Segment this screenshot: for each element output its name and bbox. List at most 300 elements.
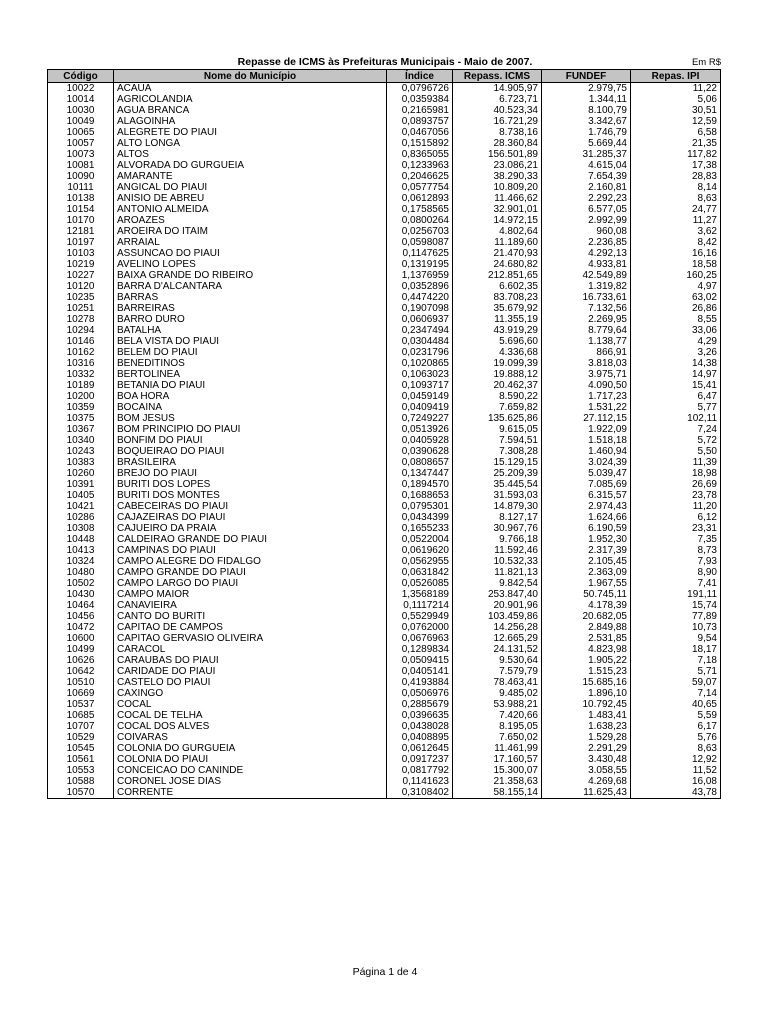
table-row: [48, 215, 721, 226]
cell-index: 0,2165981: [387, 105, 453, 116]
cell-ipi: 102,11: [631, 413, 721, 424]
cell-icms: 103.459,86: [453, 611, 542, 622]
cell-code: 10111: [48, 182, 114, 193]
table-row: [48, 413, 721, 424]
cell-code: 10456: [48, 611, 114, 622]
cell-fundef: 1.531,22: [542, 402, 631, 413]
cell-index: 0,0459149: [387, 391, 453, 402]
cell-code: 10332: [48, 369, 114, 380]
table-row: [48, 402, 721, 413]
column-header-municipality: Nome do Município: [114, 70, 387, 83]
cell-fundef: 1.896,10: [542, 688, 631, 699]
cell-municipality: BENEDITINOS: [114, 358, 387, 369]
cell-code: 10413: [48, 545, 114, 556]
table-row: [48, 138, 721, 149]
cell-icms: 24.680,82: [453, 259, 542, 270]
cell-index: 0,2046625: [387, 171, 453, 182]
cell-ipi: 21,35: [631, 138, 721, 149]
cell-icms: 11.189,60: [453, 237, 542, 248]
table-row: [48, 622, 721, 633]
cell-code: 10421: [48, 501, 114, 512]
cell-code: 10502: [48, 578, 114, 589]
cell-icms: 8.127,17: [453, 512, 542, 523]
cell-icms: 24.131,52: [453, 644, 542, 655]
cell-fundef: 1.483,41: [542, 710, 631, 721]
cell-ipi: 5,71: [631, 666, 721, 677]
cell-ipi: 23,78: [631, 490, 721, 501]
cell-icms: 14.905,97: [453, 83, 542, 95]
cell-fundef: 3.818,03: [542, 358, 631, 369]
cell-icms: 10.809,20: [453, 182, 542, 193]
cell-index: 0,0795301: [387, 501, 453, 512]
cell-index: 0,1117214: [387, 600, 453, 611]
currency-unit-note: Em R$: [691, 57, 721, 68]
cell-icms: 11.592,46: [453, 545, 542, 556]
cell-municipality: ALTOS: [114, 149, 387, 160]
cell-index: 0,4193884: [387, 677, 453, 688]
cell-code: 10570: [48, 787, 114, 799]
cell-ipi: 7,93: [631, 556, 721, 567]
cell-code: 10529: [48, 732, 114, 743]
cell-code: 10170: [48, 215, 114, 226]
cell-icms: 4.336,68: [453, 347, 542, 358]
cell-icms: 7.594,51: [453, 435, 542, 446]
cell-fundef: 6.577,05: [542, 204, 631, 215]
cell-municipality: COCAL: [114, 699, 387, 710]
cell-index: 0,0352896: [387, 281, 453, 292]
cell-municipality: CASTELO DO PIAUI: [114, 677, 387, 688]
cell-code: 10472: [48, 622, 114, 633]
cell-code: 10030: [48, 105, 114, 116]
cell-fundef: 1.460,94: [542, 446, 631, 457]
cell-ipi: 3,26: [631, 347, 721, 358]
cell-fundef: 20.682,05: [542, 611, 631, 622]
cell-fundef: 1.717,23: [542, 391, 631, 402]
cell-fundef: 3.024,39: [542, 457, 631, 468]
cell-municipality: BETANIA DO PIAUI: [114, 380, 387, 391]
cell-municipality: COCAL DOS ALVES: [114, 721, 387, 732]
table-row: [48, 589, 721, 600]
cell-ipi: 11,22: [631, 83, 721, 95]
cell-code: 10219: [48, 259, 114, 270]
cell-municipality: CARACOL: [114, 644, 387, 655]
cell-icms: 11.355,19: [453, 314, 542, 325]
cell-code: 10120: [48, 281, 114, 292]
cell-code: 10138: [48, 193, 114, 204]
cell-code: 10600: [48, 633, 114, 644]
table-row: [48, 226, 721, 237]
cell-icms: 11.821,13: [453, 567, 542, 578]
cell-municipality: BAIXA GRANDE DO RIBEIRO: [114, 270, 387, 281]
cell-code: 10146: [48, 336, 114, 347]
cell-fundef: 2.105,45: [542, 556, 631, 567]
table-row: [48, 336, 721, 347]
cell-icms: 11.461,99: [453, 743, 542, 754]
cell-code: 10294: [48, 325, 114, 336]
cell-code: 10057: [48, 138, 114, 149]
cell-municipality: BOQUEIRAO DO PIAUI: [114, 446, 387, 457]
cell-ipi: 40,65: [631, 699, 721, 710]
cell-ipi: 26,86: [631, 303, 721, 314]
cell-code: 10588: [48, 776, 114, 787]
table-row: [48, 479, 721, 490]
cell-municipality: BOM JESUS: [114, 413, 387, 424]
cell-fundef: 15.685,16: [542, 677, 631, 688]
cell-icms: 8.738,16: [453, 127, 542, 138]
table-row: [48, 732, 721, 743]
cell-ipi: 14,97: [631, 369, 721, 380]
cell-ipi: 160,25: [631, 270, 721, 281]
cell-ipi: 15,74: [631, 600, 721, 611]
table-row: [48, 325, 721, 336]
cell-code: 10227: [48, 270, 114, 281]
table-row: [48, 83, 721, 95]
table-row: [48, 710, 721, 721]
cell-municipality: BELA VISTA DO PIAUI: [114, 336, 387, 347]
cell-ipi: 8,42: [631, 237, 721, 248]
cell-fundef: 2.849,88: [542, 622, 631, 633]
cell-icms: 11.466,62: [453, 193, 542, 204]
cell-icms: 253.847,40: [453, 589, 542, 600]
cell-index: 0,1289834: [387, 644, 453, 655]
cell-municipality: CAJUEIRO DA PRAIA: [114, 523, 387, 534]
cell-municipality: BOA HORA: [114, 391, 387, 402]
table-row: [48, 644, 721, 655]
cell-fundef: 6.315,57: [542, 490, 631, 501]
cell-index: 0,0256703: [387, 226, 453, 237]
cell-ipi: 17,38: [631, 160, 721, 171]
table-row: [48, 655, 721, 666]
table-row: [48, 127, 721, 138]
table-row: [48, 534, 721, 545]
table-row: [48, 281, 721, 292]
cell-municipality: CANTO DO BURITI: [114, 611, 387, 622]
cell-code: 10405: [48, 490, 114, 501]
cell-fundef: 1.905,22: [542, 655, 631, 666]
cell-index: 0,4474220: [387, 292, 453, 303]
cell-municipality: BREJO DO PIAUI: [114, 468, 387, 479]
cell-ipi: 14,38: [631, 358, 721, 369]
cell-icms: 17.160,57: [453, 754, 542, 765]
cell-index: 0,0396635: [387, 710, 453, 721]
cell-index: 0,8365055: [387, 149, 453, 160]
cell-icms: 9.615,05: [453, 424, 542, 435]
cell-icms: 9.530,64: [453, 655, 542, 666]
table-row: [48, 765, 721, 776]
cell-index: 0,0409419: [387, 402, 453, 413]
cell-icms: 8.590,22: [453, 391, 542, 402]
cell-ipi: 12,59: [631, 116, 721, 127]
cell-icms: 14.256,28: [453, 622, 542, 633]
cell-municipality: BERTOLINEA: [114, 369, 387, 380]
cell-code: 10286: [48, 512, 114, 523]
cell-municipality: ASSUNCAO DO PIAUI: [114, 248, 387, 259]
cell-fundef: 2.974,43: [542, 501, 631, 512]
cell-index: 0,0506976: [387, 688, 453, 699]
cell-icms: 6.723,71: [453, 94, 542, 105]
cell-code: 10464: [48, 600, 114, 611]
table-row: [48, 160, 721, 171]
cell-fundef: 1.344,11: [542, 94, 631, 105]
cell-index: 0,0606937: [387, 314, 453, 325]
cell-fundef: 1.967,55: [542, 578, 631, 589]
cell-ipi: 8,90: [631, 567, 721, 578]
cell-municipality: CAPITAO DE CAMPOS: [114, 622, 387, 633]
cell-municipality: BELEM DO PIAUI: [114, 347, 387, 358]
cell-ipi: 18,98: [631, 468, 721, 479]
cell-ipi: 117,82: [631, 149, 721, 160]
cell-icms: 7.650,02: [453, 732, 542, 743]
cell-ipi: 5,06: [631, 94, 721, 105]
cell-municipality: ALAGOINHA: [114, 116, 387, 127]
table-row: [48, 721, 721, 732]
cell-fundef: 8.100,79: [542, 105, 631, 116]
cell-fundef: 2.292,23: [542, 193, 631, 204]
cell-icms: 9.766,18: [453, 534, 542, 545]
cell-code: 10359: [48, 402, 114, 413]
cell-fundef: 7.132,56: [542, 303, 631, 314]
cell-icms: 30.967,76: [453, 523, 542, 534]
table-row: [48, 743, 721, 754]
cell-fundef: 3.975,71: [542, 369, 631, 380]
cell-fundef: 2.291,29: [542, 743, 631, 754]
cell-icms: 40.523,34: [453, 105, 542, 116]
table-row: [48, 259, 721, 270]
cell-ipi: 191,11: [631, 589, 721, 600]
table-row: [48, 677, 721, 688]
cell-fundef: 3.430,48: [542, 754, 631, 765]
table-row: [48, 204, 721, 215]
cell-index: 0,1347447: [387, 468, 453, 479]
cell-index: 0,0438028: [387, 721, 453, 732]
cell-code: 10430: [48, 589, 114, 600]
cell-index: 1,1376959: [387, 270, 453, 281]
table-row: [48, 600, 721, 611]
table-row: [48, 303, 721, 314]
table-row: [48, 292, 721, 303]
cell-index: 0,1147625: [387, 248, 453, 259]
cell-code: 10162: [48, 347, 114, 358]
cell-code: 12181: [48, 226, 114, 237]
cell-index: 0,0631842: [387, 567, 453, 578]
table-body: [48, 83, 721, 799]
table-row: [48, 666, 721, 677]
cell-code: 10014: [48, 94, 114, 105]
cell-municipality: CORRENTE: [114, 787, 387, 799]
cell-icms: 135.625,86: [453, 413, 542, 424]
cell-index: 0,1093717: [387, 380, 453, 391]
cell-icms: 14.879,30: [453, 501, 542, 512]
cell-ipi: 59,07: [631, 677, 721, 688]
cell-code: 10642: [48, 666, 114, 677]
cell-municipality: BARREIRAS: [114, 303, 387, 314]
cell-index: 0,1758565: [387, 204, 453, 215]
cell-index: 0,0562955: [387, 556, 453, 567]
cell-ipi: 5,76: [631, 732, 721, 743]
cell-index: 0,1141623: [387, 776, 453, 787]
cell-code: 10707: [48, 721, 114, 732]
cell-code: 10103: [48, 248, 114, 259]
cell-fundef: 1.138,77: [542, 336, 631, 347]
cell-icms: 83.708,23: [453, 292, 542, 303]
cell-fundef: 4.178,39: [542, 600, 631, 611]
cell-ipi: 16,16: [631, 248, 721, 259]
cell-fundef: 2.317,39: [542, 545, 631, 556]
cell-fundef: 3.342,67: [542, 116, 631, 127]
cell-ipi: 77,89: [631, 611, 721, 622]
cell-fundef: 2.269,95: [542, 314, 631, 325]
cell-code: 10669: [48, 688, 114, 699]
page-number: Página 1 de 4: [352, 966, 418, 978]
table-row: [48, 369, 721, 380]
cell-index: 0,0513926: [387, 424, 453, 435]
cell-fundef: 5.669,44: [542, 138, 631, 149]
cell-fundef: 2.236,85: [542, 237, 631, 248]
icms-transfer-table: [47, 69, 721, 799]
cell-code: 10154: [48, 204, 114, 215]
table-row: [48, 567, 721, 578]
cell-icms: 35.679,92: [453, 303, 542, 314]
cell-code: 10235: [48, 292, 114, 303]
cell-fundef: 1.515,23: [542, 666, 631, 677]
table-row: [48, 314, 721, 325]
cell-ipi: 18,58: [631, 259, 721, 270]
cell-municipality: BARRA D'ALCANTARA: [114, 281, 387, 292]
cell-index: 0,1655233: [387, 523, 453, 534]
cell-fundef: 50.745,11: [542, 589, 631, 600]
cell-icms: 7.579,79: [453, 666, 542, 677]
cell-municipality: ACAUA: [114, 83, 387, 95]
cell-index: 0,0619620: [387, 545, 453, 556]
cell-code: 10391: [48, 479, 114, 490]
cell-fundef: 2.531,85: [542, 633, 631, 644]
cell-municipality: CARIDADE DO PIAUI: [114, 666, 387, 677]
cell-ipi: 10,73: [631, 622, 721, 633]
cell-code: 10073: [48, 149, 114, 160]
cell-municipality: CAJAZEIRAS DO PIAUI: [114, 512, 387, 523]
cell-municipality: AGRICOLANDIA: [114, 94, 387, 105]
cell-ipi: 24,77: [631, 204, 721, 215]
cell-index: 0,0577754: [387, 182, 453, 193]
cell-index: 0,1515892: [387, 138, 453, 149]
cell-municipality: AGUA BRANCA: [114, 105, 387, 116]
table-header-row: [48, 70, 721, 83]
cell-code: 10510: [48, 677, 114, 688]
cell-icms: 4.802,64: [453, 226, 542, 237]
cell-icms: 20.901,96: [453, 600, 542, 611]
column-header-ipi: Repas. IPI: [631, 70, 721, 83]
cell-icms: 31.593,03: [453, 490, 542, 501]
cell-fundef: 1.922,09: [542, 424, 631, 435]
cell-municipality: BURITI DOS MONTES: [114, 490, 387, 501]
cell-fundef: 10.792,45: [542, 699, 631, 710]
cell-icms: 6.602,35: [453, 281, 542, 292]
cell-code: 10316: [48, 358, 114, 369]
cell-municipality: BOM PRINCIPIO DO PIAUI: [114, 424, 387, 435]
cell-municipality: COIVARAS: [114, 732, 387, 743]
cell-fundef: 42.549,89: [542, 270, 631, 281]
cell-code: 10367: [48, 424, 114, 435]
table-row: [48, 512, 721, 523]
cell-index: 0,0526085: [387, 578, 453, 589]
cell-code: 10480: [48, 567, 114, 578]
cell-municipality: BARRO DURO: [114, 314, 387, 325]
cell-code: 10448: [48, 534, 114, 545]
cell-ipi: 7,18: [631, 655, 721, 666]
table-row: [48, 182, 721, 193]
cell-ipi: 28,83: [631, 171, 721, 182]
cell-icms: 12.665,29: [453, 633, 542, 644]
cell-index: 0,0796726: [387, 83, 453, 95]
cell-index: 0,0408895: [387, 732, 453, 743]
cell-fundef: 2.979,75: [542, 83, 631, 95]
cell-index: 0,0762000: [387, 622, 453, 633]
cell-ipi: 7,35: [631, 534, 721, 545]
cell-municipality: CAMPO ALEGRE DO FIDALGO: [114, 556, 387, 567]
table-row: [48, 611, 721, 622]
cell-code: 10626: [48, 655, 114, 666]
cell-ipi: 16,08: [631, 776, 721, 787]
cell-municipality: AVELINO LOPES: [114, 259, 387, 270]
cell-ipi: 11,52: [631, 765, 721, 776]
cell-fundef: 2.363,09: [542, 567, 631, 578]
cell-ipi: 15,41: [631, 380, 721, 391]
cell-fundef: 866,91: [542, 347, 631, 358]
cell-index: 0,0405928: [387, 435, 453, 446]
cell-municipality: CAPITAO GERVASIO OLIVEIRA: [114, 633, 387, 644]
cell-municipality: CARAUBAS DO PIAUI: [114, 655, 387, 666]
cell-ipi: 11,20: [631, 501, 721, 512]
cell-ipi: 4,97: [631, 281, 721, 292]
cell-fundef: 6.190,59: [542, 523, 631, 534]
cell-municipality: BOCAINA: [114, 402, 387, 413]
cell-icms: 7.308,28: [453, 446, 542, 457]
cell-ipi: 26,69: [631, 479, 721, 490]
cell-fundef: 1.319,82: [542, 281, 631, 292]
cell-fundef: 4.933,81: [542, 259, 631, 270]
table-row: [48, 754, 721, 765]
cell-icms: 156.501,89: [453, 149, 542, 160]
cell-icms: 23.086,21: [453, 160, 542, 171]
cell-index: 0,0817792: [387, 765, 453, 776]
cell-fundef: 7.654,39: [542, 171, 631, 182]
cell-icms: 9.842,54: [453, 578, 542, 589]
table-row: [48, 358, 721, 369]
table-row: [48, 347, 721, 358]
cell-index: 0,0390628: [387, 446, 453, 457]
cell-fundef: 3.058,55: [542, 765, 631, 776]
cell-ipi: 8,55: [631, 314, 721, 325]
cell-icms: 14.972,15: [453, 215, 542, 226]
cell-icms: 15.300,07: [453, 765, 542, 776]
table-row: [48, 424, 721, 435]
cell-index: 0,0612893: [387, 193, 453, 204]
cell-municipality: ALVORADA DO GURGUEIA: [114, 160, 387, 171]
cell-ipi: 7,14: [631, 688, 721, 699]
cell-fundef: 960,08: [542, 226, 631, 237]
cell-code: 10065: [48, 127, 114, 138]
cell-fundef: 4.823,98: [542, 644, 631, 655]
cell-municipality: AROAZES: [114, 215, 387, 226]
cell-fundef: 11.625,43: [542, 787, 631, 799]
cell-fundef: 4.090,50: [542, 380, 631, 391]
cell-code: 10243: [48, 446, 114, 457]
table-row: [48, 105, 721, 116]
cell-index: 0,0800264: [387, 215, 453, 226]
table-row: [48, 391, 721, 402]
cell-code: 10375: [48, 413, 114, 424]
cell-icms: 38.290,33: [453, 171, 542, 182]
